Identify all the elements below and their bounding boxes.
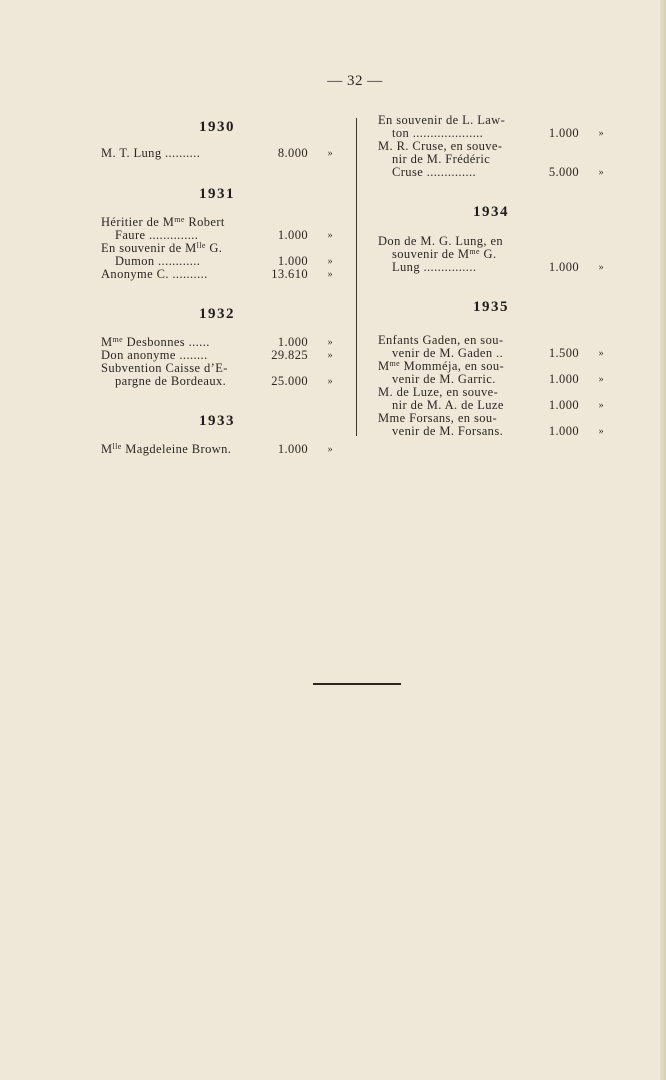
donation-entry: [378, 386, 604, 412]
donation-entry: [101, 443, 333, 456]
left-column: [101, 114, 333, 456]
donation-entry: [101, 147, 333, 160]
entry-line: Don anonyme ........: [101, 348, 208, 362]
entry-line: venir de M. Gaden ..: [392, 346, 504, 360]
entry-line: venir de M. Garric.: [392, 372, 496, 386]
entry-line: ton ....................: [392, 126, 484, 140]
entry-mark: »: [327, 376, 333, 387]
donation-entry: [378, 412, 604, 438]
entry-line: nir de M. Frédéric: [392, 152, 491, 166]
entry-amount: 29.825: [271, 348, 308, 362]
entry-mark: »: [327, 337, 333, 348]
entry-mark: »: [598, 374, 604, 385]
entry-amount: 1.500: [548, 346, 579, 360]
entry-mark: »: [598, 167, 604, 178]
entry-line: Cruse ..............: [392, 165, 477, 179]
entry-amount: 1.000: [277, 228, 308, 242]
entry-amount: 1.000: [548, 260, 579, 274]
entry-line: pargne de Bordeaux.: [115, 374, 227, 388]
entry-mark: »: [327, 269, 333, 280]
entry-amount: 1.000: [277, 254, 308, 268]
donation-entry: [378, 360, 604, 386]
entry-amount: 1.000: [277, 442, 308, 456]
entry-amount: 13.610: [271, 267, 308, 281]
entry-line: $M^{me}$ Momméja, en sou-: [378, 359, 505, 373]
entry-line: M. R. Cruse, en souve-: [378, 139, 503, 153]
year-heading: 1930: [199, 119, 235, 135]
year-heading: 1935: [473, 299, 509, 315]
entry-line: M. T. Lung ..........: [101, 146, 201, 160]
entry-mark: »: [327, 148, 333, 159]
donation-entry: [378, 114, 604, 140]
donation-entry: [101, 216, 333, 242]
entry-amount: 1.000: [277, 335, 308, 349]
entry-mark: »: [327, 350, 333, 361]
donation-entry: [378, 334, 604, 360]
donation-entry: [378, 235, 604, 274]
page-number: — 32 —: [327, 73, 383, 89]
entry-line: Faure ..............: [115, 228, 199, 242]
entry-mark: »: [327, 444, 333, 455]
entry-line: En souvenir de L. Law-: [378, 113, 506, 127]
column-divider: [356, 118, 357, 436]
donation-entry: [101, 242, 333, 268]
entry-mark: »: [598, 426, 604, 437]
entry-amount: 1.000: [548, 372, 579, 386]
donation-entry: [378, 140, 604, 179]
entry-mark: »: [598, 348, 604, 359]
year-heading: 1932: [199, 306, 235, 322]
entry-amount: 25.000: [271, 374, 308, 388]
entry-mark: »: [327, 256, 333, 267]
entry-amount: 8.000: [277, 146, 308, 160]
entry-line: Don de M. G. Lung, en: [378, 234, 504, 248]
right-column: [378, 114, 604, 438]
entry-line: Subvention Caisse d’E-: [101, 361, 228, 375]
donation-entry: [101, 362, 333, 388]
entry-mark: »: [598, 400, 604, 411]
entry-line: souvenir de $M^{me}$ G.: [392, 247, 497, 261]
end-rule: [313, 683, 401, 685]
entry-amount: 1.000: [548, 126, 579, 140]
entry-line: M. de Luze, en souve-: [378, 385, 499, 399]
entry-line: Héritier de $M^{me}$ Robert: [101, 215, 225, 229]
entry-line: Enfants Gaden, en sou-: [378, 333, 504, 347]
year-heading: 1934: [473, 204, 509, 220]
year-heading: 1931: [199, 186, 235, 202]
entry-line: En souvenir de $M^{lle}$ G.: [101, 241, 223, 255]
entry-line: $M^{lle}$ Magdeleine Brown.: [101, 442, 232, 456]
page-edge: [660, 0, 666, 1080]
entry-amount: 1.000: [548, 424, 579, 438]
entry-line: Dumon ............: [115, 254, 201, 268]
entry-line: Mme Forsans, en sou-: [378, 411, 498, 425]
entry-amount: 5.000: [548, 165, 579, 179]
entry-line: $M^{me}$ Desbonnes ......: [101, 335, 210, 349]
entry-mark: »: [598, 128, 604, 139]
entry-amount: 1.000: [548, 398, 579, 412]
entry-mark: »: [327, 230, 333, 241]
entry-line: Anonyme C. ..........: [101, 267, 208, 281]
entry-line: Lung ...............: [392, 260, 477, 274]
year-heading: 1933: [199, 413, 235, 429]
entry-line: nir de M. A. de Luze: [392, 398, 504, 412]
donation-entry: [101, 268, 333, 281]
entry-mark: »: [598, 262, 604, 273]
entry-line: venir de M. Forsans.: [392, 424, 504, 438]
